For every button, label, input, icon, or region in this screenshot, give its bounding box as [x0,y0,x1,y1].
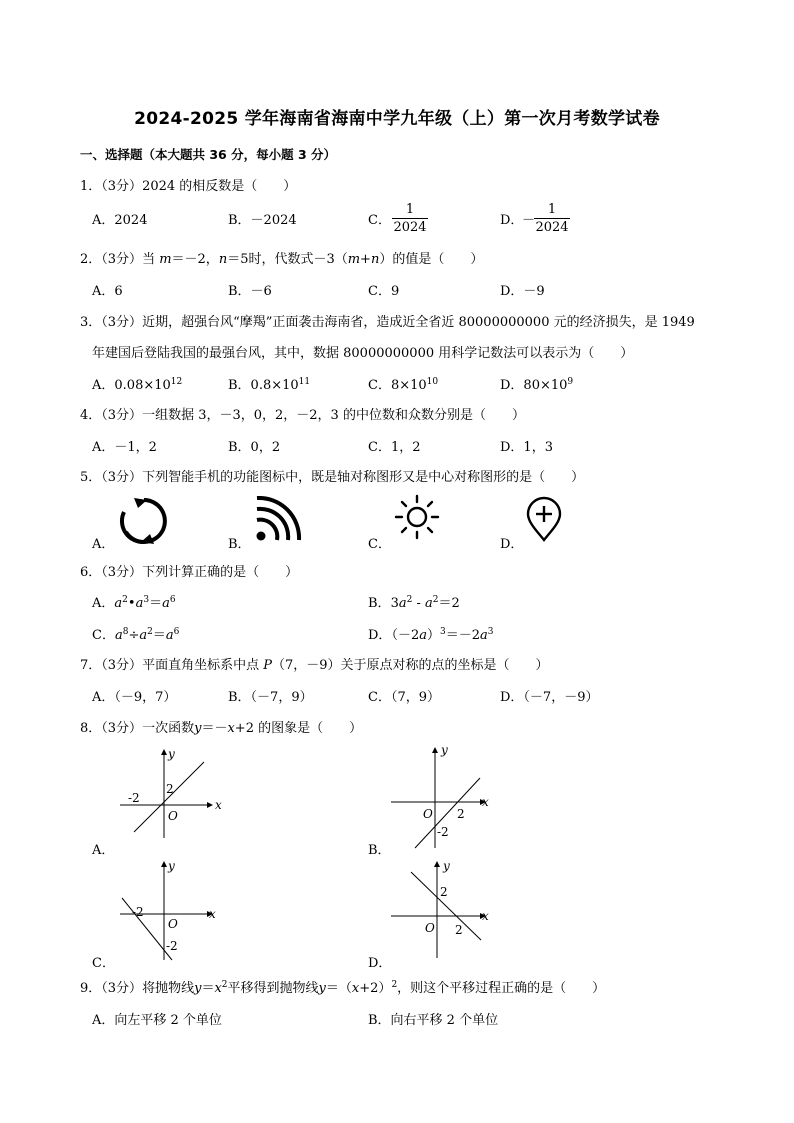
q6-option-c: C．$a^8\div a^2=a^6$ [92,627,180,643]
q5-option-d: D． [500,537,524,552]
q6-option-a: A．$a^2•a^3=a^6$ [92,595,176,611]
page-title: 2024-2025 学年海南省海南中学九年级（上）第一次月考数学试卷 [134,109,660,129]
q4-option-a: A．－1，2 [92,440,157,455]
q8-option-a: A． [92,843,115,858]
q9-option-b: B．向右平移 2 个单位 [368,1013,499,1028]
graph-a [112,740,222,840]
question-4: 4．（3分）一组数据 3，－3，0，2，－2，3 的中位数和众数分别是（ ） [80,408,525,423]
q2-option-b: B．－6 [228,284,272,299]
q1-option-d-sign: － [522,213,536,228]
q1-option-b: B．－2024 [228,213,297,228]
q2-option-c: C．9 [368,284,400,299]
q1-option-a: A．2024 [92,213,148,228]
q7-option-d: D．（－7，－9） [500,690,599,705]
wifi-signal-icon [250,496,302,546]
question-7: 7．（3分）平面直角坐标系中点 P（7，－9）关于原点对称的点的坐标是（ ） [80,658,549,673]
intercept-label: -2 [437,825,449,839]
sync-icon [118,496,170,546]
q5-option-c: C． [368,537,391,552]
q1-option-c: C． [368,213,391,228]
section-heading: 一、选择题（本大题共 36 分，每小题 3 分） [80,147,337,162]
q1-option-d: D． [500,213,524,228]
q9-option-a: A．向左平移 2 个单位 [92,1013,222,1028]
intercept-label: 2 [166,782,174,796]
q4-option-b: B．0，2 [228,440,281,455]
intercept-label: -2 [128,791,140,805]
origin-label: O [168,809,178,823]
q8-option-b: B． [368,843,391,858]
q7-option-b: B．（－7，9） [228,690,313,705]
question-3: 3．（3分）近期，超强台风“摩羯”正面袭击海南省，造成近全省近 80000000000 元的经济损失，是 1949 [80,315,695,330]
question-6: 6．（3分）下列计算正确的是（ ） [80,565,299,580]
q5-option-a: A． [92,537,115,552]
origin-label: O [423,807,433,821]
y-label: y [441,743,448,757]
intercept-label: -2 [132,905,144,919]
intercept-label: 2 [457,807,465,821]
q3-option-a: A．$0.08\times 10^{12}$ [92,377,183,393]
q3-option-c: C．$8\times 10^{10}$ [368,377,439,393]
question-1: 1．（3分）2024 的相反数是（ ） [80,179,297,194]
intercept-label: -2 [166,939,178,953]
q6-option-b: B．$3a^2 - a^2=2$ [368,595,460,611]
q2-option-d: D．－9 [500,284,545,299]
graph-line [411,872,481,940]
x-label: x [482,795,489,809]
q7-option-a: A．（－9，7） [92,690,177,705]
q1-option-d-fraction: 1 2024 [535,202,569,235]
question-8: 8．（3分）一次函数y＝－x+2 的图象是（ ） [80,721,363,736]
x-label: x [215,798,222,812]
y-label: y [168,859,175,873]
graph-d [385,858,495,963]
question-9: 9．（3分）将抛物线$y=x^2$平移得到抛物线$y=(x+2)^2$，则这个平移过程正确的是（ ） [80,980,606,996]
origin-label: O [168,917,178,931]
graph-b [385,740,495,850]
q1-option-c-fraction: 1 2024 [393,202,427,235]
intercept-label: 2 [455,923,463,937]
question-2: 2．（3分）当 m＝－2，n＝5时，代数式－3（m+n）的值是（ ） [80,252,484,267]
x-label: x [209,907,216,921]
q3-option-d: D．$80\times 10^9$ [500,377,574,393]
q8-option-d: D． [368,956,392,971]
y-label: y [443,859,450,873]
intercept-label: 2 [440,885,448,899]
q2-option-a: A．6 [92,284,123,299]
sun-brightness-icon [394,494,440,540]
q4-option-c: C．1，2 [368,440,421,455]
q8-option-c: C． [92,956,115,971]
question-5: 5．（3分）下列智能手机的功能图标中，既是轴对称图形又是中心对称图形的是（ ） [80,470,585,485]
map-pin-plus-icon [524,494,564,544]
x-label: x [482,909,489,923]
graph-c [112,858,222,963]
q6-option-d: D．$(-2a)^3=-2a^3$ [368,627,494,643]
q4-option-d: D．1，3 [500,440,553,455]
q5-option-b: B． [228,537,251,552]
question-3-line-2: 年建国后登陆我国的最强台风，其中，数据 80000000000 用科学记数法可以表示为（ ） [92,346,634,361]
q3-option-b: B．$0.8\times 10^{11}$ [228,377,311,393]
origin-label: O [425,921,435,935]
y-label: y [168,747,175,761]
q7-option-c: C．（7，9） [368,690,440,705]
